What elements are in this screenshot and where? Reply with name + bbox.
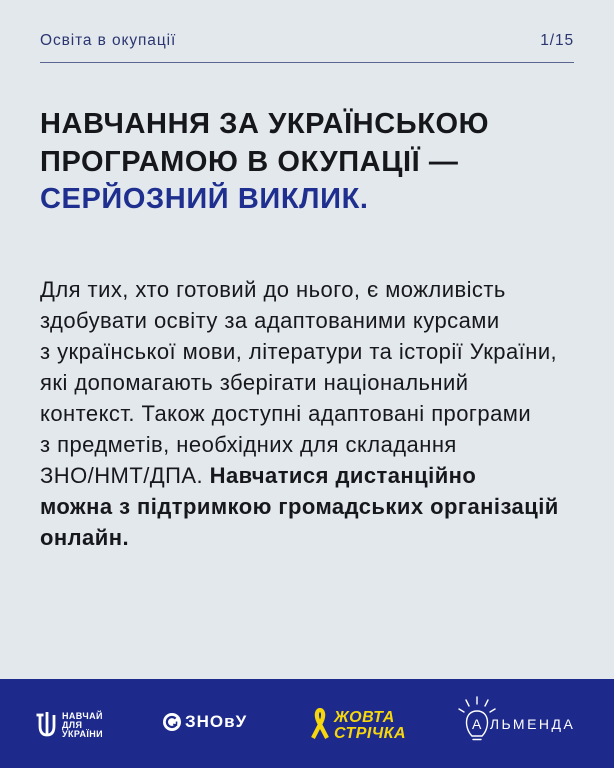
znovu-circle-icon bbox=[162, 712, 182, 732]
section-label: Освіта в окупації bbox=[40, 32, 177, 49]
body-bold-line-2: можна з підтримкою громадських організацій bbox=[40, 494, 559, 519]
yellow-ribbon-icon bbox=[309, 708, 331, 740]
body-line-7 bbox=[40, 460, 559, 491]
zhovta-strichka-logo-text bbox=[334, 710, 406, 742]
body-line-6: з предметів, необхідних для складання bbox=[40, 432, 457, 457]
slide-title bbox=[40, 106, 489, 219]
navchai-u-icon bbox=[35, 709, 59, 739]
body-paragraph bbox=[40, 274, 559, 553]
almenda-logo-text: АЛЬМЕНДА bbox=[472, 716, 576, 732]
body-line-4: які допомагають зберігати національний bbox=[40, 370, 469, 395]
body-line-7-text: ЗНО/НМТ/ДПА. bbox=[40, 463, 204, 488]
title-line-1: НАВЧАННЯ ЗА УКРАЇНСЬКОЮ bbox=[40, 108, 490, 140]
body-line-2: здобувати освіту за адаптованими курсами bbox=[40, 308, 500, 333]
zhovta-strichka-line-1: ЖОВТА bbox=[334, 709, 395, 726]
body-bold-line-1: Навчатися дистанційно bbox=[209, 463, 477, 488]
navchai-logo-line-2: ДЛЯ bbox=[62, 720, 83, 731]
partner-footer bbox=[0, 679, 614, 768]
page-indicator: 1/15 bbox=[540, 32, 574, 49]
body-line-3: з української мови, літератури та історії України, bbox=[40, 339, 558, 364]
navchai-logo-line-1: НАВЧАЙ bbox=[62, 711, 103, 721]
title-line-2: ПРОГРАМОЮ В ОКУПАЦІЇ — bbox=[40, 145, 459, 178]
navchai-logo-text bbox=[62, 712, 103, 740]
znovu-logo-text: ЗНОвУ bbox=[185, 712, 248, 731]
zhovta-strichka-line-2: СТРІЧКА bbox=[334, 725, 407, 742]
title-highlight: СЕРЙОЗНИЙ ВИКЛИК. bbox=[40, 183, 369, 215]
navchai-logo-line-3: УКРАЇНИ bbox=[62, 729, 104, 740]
header-divider bbox=[40, 62, 574, 63]
body-line-5: контекст. Також доступні адаптовані програми bbox=[40, 401, 532, 426]
body-bold-line-3: онлайн. bbox=[40, 525, 130, 550]
body-line-1: Для тих, хто готовий до нього, є можливість bbox=[40, 277, 506, 302]
